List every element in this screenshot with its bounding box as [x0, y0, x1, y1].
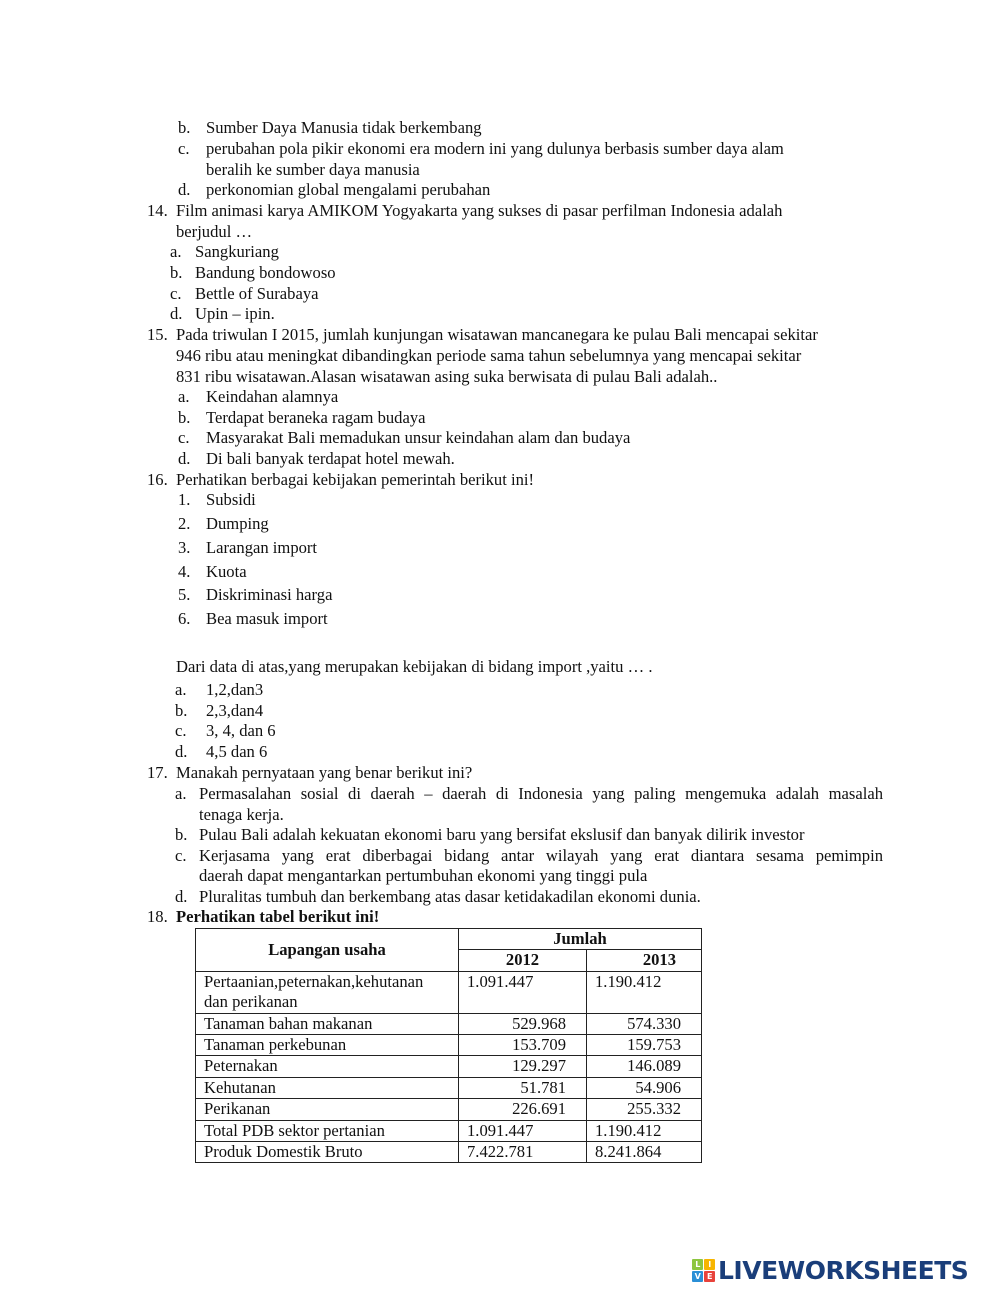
- option-letter: a.: [178, 387, 190, 406]
- header-jumlah: Jumlah: [459, 929, 702, 950]
- option-text-cont: daerah dapat mengantarkan pertumbuhan ekonomi yang tinggi pula: [199, 866, 648, 885]
- question-text: Manakah pernyataan yang benar berikut ini?: [176, 763, 473, 782]
- option-letter: c.: [178, 428, 190, 447]
- option-text: Bettle of Surabaya: [195, 284, 319, 303]
- list-item: Bea masuk import: [206, 609, 328, 628]
- header-lapangan-usaha: Lapangan usaha: [196, 929, 459, 972]
- question-number: 14.: [147, 201, 168, 220]
- option-letter: d.: [175, 887, 188, 906]
- cell-2012: 51.781: [459, 1077, 587, 1098]
- list-number: 6.: [178, 609, 191, 628]
- option-text: Pluralitas tumbuh dan berkembang atas dasar ketidakadilan ekonomi dunia.: [199, 887, 701, 906]
- option-text-cont: beralih ke sumber daya manusia: [206, 160, 420, 179]
- list-number: 2.: [178, 514, 191, 533]
- question-prompt: Dari data di atas,yang merupakan kebijakan di bidang import ,yaitu … .: [176, 657, 653, 676]
- cell-2013: 8.241.864: [587, 1142, 702, 1163]
- option-text: 2,3,dan4: [206, 701, 264, 720]
- option-letter: d.: [170, 304, 183, 323]
- option-letter: c.: [175, 721, 187, 740]
- option-text: Upin – ipin.: [195, 304, 275, 323]
- question-text: Perhatikan berbagai kebijakan pemerintah berikut ini!: [176, 470, 535, 489]
- question-text: Film animasi karya AMIKOM Yogyakarta yang sukses di pasar perfilman Indonesia adalah: [176, 201, 783, 220]
- list-number: 3.: [178, 538, 191, 557]
- option-text: Masyarakat Bali memadukan unsur keindahan alam dan budaya: [206, 428, 631, 447]
- option-letter: b.: [178, 118, 191, 137]
- option-text: Pulau Bali adalah kekuatan ekonomi baru yang bersifat ekslusif dan banyak dilirik investor: [199, 825, 805, 844]
- data-table: [195, 928, 702, 1163]
- row-label: Peternakan: [196, 1056, 459, 1077]
- option-text: 3, 4, dan 6: [206, 721, 276, 740]
- option-text: Terdapat beraneka ragam budaya: [206, 408, 426, 427]
- question-text: Perhatikan tabel berikut ini!: [176, 907, 380, 926]
- table-row: [196, 1099, 702, 1120]
- list-number: 1.: [178, 490, 191, 509]
- row-label: Perikanan: [196, 1099, 459, 1120]
- list-number: 4.: [178, 562, 191, 581]
- cell-2013: 1.190.412: [587, 971, 702, 1013]
- option-text-cont: tenaga kerja.: [199, 805, 284, 824]
- option-letter: a.: [175, 784, 187, 803]
- cube-letter: V: [692, 1271, 703, 1282]
- question-number: 16.: [147, 470, 168, 489]
- option-text: perkonomian global mengalami perubahan: [206, 180, 491, 199]
- question-text: 831 ribu wisatawan.Alasan wisatawan asing suka berwisata di pulau Bali adalah..: [176, 367, 718, 386]
- question-number: 17.: [147, 763, 168, 782]
- row-label: Tanaman bahan makanan: [196, 1013, 459, 1034]
- row-label: Tanaman perkebunan: [196, 1035, 459, 1056]
- option-letter: c.: [170, 284, 182, 303]
- list-item: Dumping: [206, 514, 269, 533]
- question-text: Pada triwulan I 2015, jumlah kunjungan wisatawan mancanegara ke pulau Bali mencapai sekitar: [176, 325, 818, 344]
- table-row: [196, 1035, 702, 1056]
- cell-2012: 129.297: [459, 1056, 587, 1077]
- option-text: 4,5 dan 6: [206, 742, 268, 761]
- cell-2012: 1.091.447: [459, 971, 587, 1013]
- row-label: Total PDB sektor pertanian: [196, 1120, 459, 1141]
- option-text: Sumber Daya Manusia tidak berkembang: [206, 118, 482, 137]
- option-letter: d.: [175, 742, 188, 761]
- option-text: perubahan pola pikir ekonomi era modern ini yang dulunya berbasis sumber daya alam: [206, 139, 784, 158]
- row-label: Kehutanan: [196, 1077, 459, 1098]
- cell-2013: 574.330: [587, 1013, 702, 1034]
- table-row: [196, 1056, 702, 1077]
- list-item: Diskriminasi harga: [206, 585, 333, 604]
- cell-2013: 146.089: [587, 1056, 702, 1077]
- option-letter: c.: [175, 846, 187, 865]
- option-letter: d.: [178, 449, 191, 468]
- cell-2013: 159.753: [587, 1035, 702, 1056]
- option-text: Keindahan alamnya: [206, 387, 339, 406]
- row-label: Produk Domestik Bruto: [196, 1142, 459, 1163]
- option-letter: b.: [175, 825, 188, 844]
- option-text: Kerjasama yang erat diberbagai bidang antar wilayah yang erat diantara sesama pemimpin: [199, 846, 883, 865]
- question-number: 15.: [147, 325, 168, 344]
- cell-2013: 54.906: [587, 1077, 702, 1098]
- table-row: [196, 1120, 702, 1141]
- liveworksheets-logo: [692, 1256, 968, 1285]
- option-text: Sangkuriang: [195, 242, 279, 261]
- cube-letter: L: [692, 1259, 703, 1270]
- option-letter: b.: [175, 701, 188, 720]
- cell-2012: 7.422.781: [459, 1142, 587, 1163]
- table-row: [196, 1077, 702, 1098]
- question-text-cont: berjudul …: [176, 222, 253, 241]
- option-text: 1,2,dan3: [206, 680, 264, 699]
- option-letter: a.: [175, 680, 187, 699]
- option-letter: a.: [170, 242, 182, 261]
- cell-2013: 255.332: [587, 1099, 702, 1120]
- logo-text: LIVEWORKSHEETS: [718, 1256, 969, 1285]
- list-item: Kuota: [206, 562, 247, 581]
- cell-2012: 529.968: [459, 1013, 587, 1034]
- cube-letter: I: [704, 1259, 715, 1270]
- cube-letter: E: [704, 1271, 715, 1282]
- table-row: [196, 971, 702, 1013]
- option-text: Permasalahan sosial di daerah – daerah di Indonesia yang paling mengemuka adalah masalah: [199, 784, 883, 803]
- option-text: Di bali banyak terdapat hotel mewah.: [206, 449, 455, 468]
- list-item: Larangan import: [206, 538, 318, 557]
- question-text: 946 ribu atau meningkat dibandingkan periode sama tahun sebelumnya yang mencapai sekitar: [176, 346, 802, 365]
- header-year: 2013: [587, 950, 702, 971]
- option-letter: c.: [178, 139, 190, 158]
- option-letter: d.: [178, 180, 191, 199]
- row-label: Pertaanian,peternakan,kehutanan dan perikanan: [196, 971, 459, 1013]
- cell-2012: 1.091.447: [459, 1120, 587, 1141]
- option-letter: b.: [178, 408, 191, 427]
- list-number: 5.: [178, 585, 191, 604]
- list-item: Subsidi: [206, 490, 256, 509]
- cell-2012: 226.691: [459, 1099, 587, 1120]
- header-year: 2012: [459, 950, 587, 971]
- question-number: 18.: [147, 907, 168, 926]
- table-row: [196, 1142, 702, 1163]
- table-row: [196, 1013, 702, 1034]
- cell-2013: 1.190.412: [587, 1120, 702, 1141]
- option-letter: b.: [170, 263, 183, 282]
- cell-2012: 153.709: [459, 1035, 587, 1056]
- live-cube-icon: [692, 1259, 715, 1282]
- option-text: Bandung bondowoso: [195, 263, 336, 282]
